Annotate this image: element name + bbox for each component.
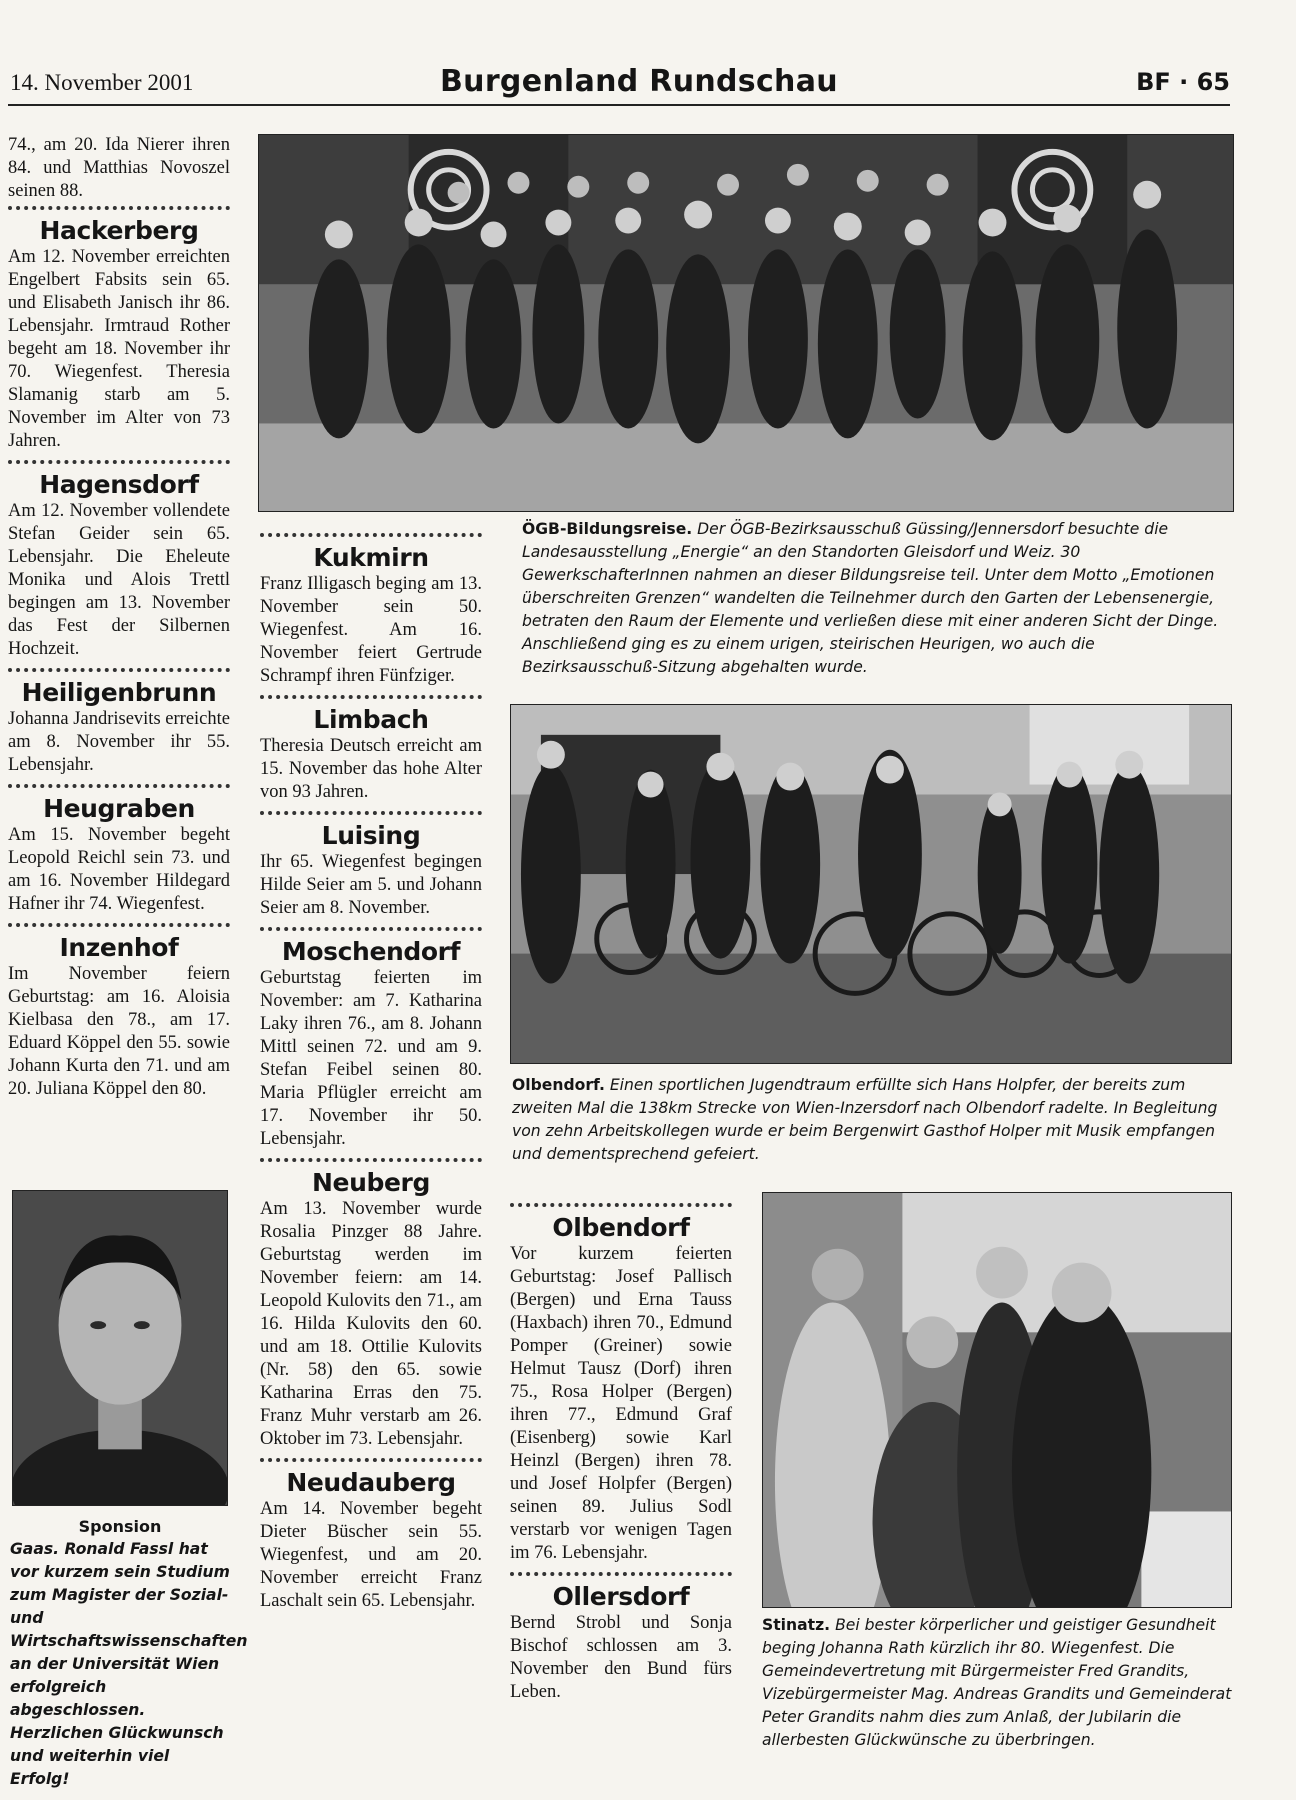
- group-photo-caption: [522, 518, 1234, 679]
- section-text: Im November feiern Geburtstag: am 16. Aloisia Kielbasa den 78., am 17. Eduard Köppel den 55. sowie Johann Kurta den 71. und am 20. Juliana Köppel den 80.: [8, 964, 230, 1099]
- sponsion-box: [10, 1516, 248, 1791]
- dotted-divider: [8, 923, 230, 927]
- left-column: [8, 134, 230, 1105]
- dotted-divider: [8, 668, 230, 672]
- dotted-divider: [260, 1158, 482, 1162]
- section-olbendorf: [510, 1203, 732, 1569]
- section-neuberg: [260, 1158, 482, 1455]
- section-moschendorf: [260, 927, 482, 1155]
- dotted-divider: [260, 1458, 482, 1462]
- issue-date: 14. November 2001: [10, 70, 194, 95]
- section-text: Am 12. November erreichten Engelbert Fabsits sein 65. und Elisabeth Janisch ihr 86. Lebensjahr. Irmtraud Rother begeht am 18. November ihr 70. Wiegenfest. Theresia Slamanig starb am 5. November im Alter von 73 Jahren.: [8, 247, 230, 451]
- section-inzenhof: [8, 923, 230, 1105]
- section-text: Johanna Jandrisevits erreichte am 8. November ihr 55. Lebensjahr.: [8, 709, 230, 775]
- town-heading: Limbach: [313, 705, 429, 734]
- stinatz-photo-caption: [762, 1614, 1234, 1752]
- town-heading: Hagensdorf: [39, 470, 199, 499]
- section-text: Theresia Deutsch erreicht am 15. November das hohe Alter von 93 Jahren.: [260, 736, 482, 802]
- section-text: Am 12. November vollendete Stefan Geider sein 65. Lebensjahr. Die Eheleute Monika und Alois Trettl begingen am 13. November das Fest der Silbernen Hochzeit.: [8, 501, 230, 659]
- newspaper-title: Burgenland Rundschau: [440, 64, 838, 99]
- dotted-divider: [8, 784, 230, 788]
- dotted-divider: [8, 460, 230, 464]
- page-number: BF · 65: [1136, 68, 1230, 96]
- section-text: Vor kurzem feierten Geburtstag: Josef Pallisch (Bergen) und Erna Tauss (Haxbach) ihren 70., Edmund Pomper (Greiner) sowie Helmut Tausz (Dorf) ihren 75., Rosa Holper (Bergen) ihren 77., Edmund Graf (Eisenberg) sowie Karl Heinzl (Bergen) ihren 78. und Josef Holpfer (Bergen) seinen 89. Julius Sodl verstarb vor wenigen Tagen im 76. Lebensjahr.: [510, 1244, 732, 1563]
- dotted-divider: [260, 695, 482, 699]
- section-hagensdorf: [8, 460, 230, 665]
- town-heading: Moschendorf: [281, 937, 461, 966]
- section-neudauberg: [260, 1458, 482, 1617]
- caption-text: Der ÖGB-Bezirksausschuß Güssing/Jennersdorf besuchte die Landesausstellung „Energie“ an den Standorten Gleisdorf und Weiz. 30 GewerkschafterInnen nahmen an dieser Bildungsreise teil. Unter dem Motto „Emotionen überschreiten Grenzen“ wandelten die Teilnehmer durch den Garten der Lebensenergie, betraten den Raum der Elemente und verließen diese mit einer anderen Sicht der Dinge. Anschließend ging es zu einem urigen, steirischen Heurigen, wo auch die Bezirksausschuß-Sitzung abgehalten wurde.: [522, 520, 1219, 676]
- town-heading: Hackerberg: [39, 216, 199, 245]
- section-hackerberg: [8, 206, 230, 457]
- caption-lead: Stinatz.: [762, 1616, 831, 1634]
- portrait-photo: [12, 1190, 228, 1506]
- dotted-divider: [510, 1203, 732, 1207]
- dotted-divider: [260, 811, 482, 815]
- town-heading: Ollersdorf: [552, 1582, 690, 1611]
- section-text: Franz Illigasch beging am 13. November sein 50. Wiegenfest. Am 16. November feiert Gertrude Schrampf ihren Fünfziger.: [260, 574, 482, 686]
- section-ollersdorf: [510, 1572, 732, 1708]
- caption-text: Einen sportlichen Jugendtraum erfüllte sich Hans Holpfer, der bereits zum zweiten Mal die 138km Strecke von Wien-Inzersdorf nach Olbendorf radelte. In Begleitung von zehn Arbeitskollegen wurde er beim Bergenwirt Gasthof Holper mit Musik empfangen und dementsprechend gefeiert.: [512, 1076, 1218, 1163]
- section-kukmirn: [260, 533, 482, 692]
- dotted-divider: [8, 206, 230, 210]
- cyclists-photo: [510, 704, 1232, 1064]
- caption-text: Bei bester körperlicher und geistiger Gesundheit beging Johanna Rath kürzlich ihr 80. Wiegenfest. Die Gemeindevertretung mit Bürgermeister Fred Grandits, Vizebürgermeister Mag. Andreas Grandits und Gemeinderat Peter Grandits nahm dies zum Anlaß, der Jubilarin die allerbesten Glückwünsche zu überbringen.: [762, 1616, 1232, 1749]
- group-photo: [258, 134, 1234, 512]
- section-limbach: [260, 695, 482, 808]
- section-heugraben: [8, 784, 230, 920]
- middle-column: [260, 530, 482, 1617]
- section-text: Am 15. November begeht Leopold Reichl sein 73. und am 16. November Hildegard Hafner ihr 74. Wiegenfest.: [8, 825, 230, 914]
- town-heading: Heugraben: [43, 794, 195, 823]
- section-text: Am 13. November wurde Rosalia Pinzger 88 Jahre. Geburtstag werden im November feiern: am 14. Leopold Kulovits den 71., am 16. Hilda Kulovits den 60. und am 18. Ottilie Kulovits (Nr. 58) den 65. sowie Katharina Erras den 75. Franz Muhr verstarb am 26. Oktober im 73. Lebensjahr.: [260, 1199, 482, 1449]
- sponsion-title: Sponsion: [78, 1517, 162, 1536]
- dotted-divider: [260, 533, 482, 537]
- dotted-divider: [510, 1572, 732, 1576]
- cyclists-photo-caption: [512, 1074, 1234, 1166]
- section-luising: [260, 811, 482, 924]
- dotted-divider: [260, 927, 482, 931]
- section-text: Bernd Strobl und Sonja Bischof schlossen am 3. November den Bund fürs Leben.: [510, 1613, 732, 1702]
- town-heading: Heiligenbrunn: [21, 678, 217, 707]
- town-heading: Neudauberg: [286, 1468, 456, 1497]
- section-text: Am 14. November begeht Dieter Büscher sein 55. Wiegenfest, und am 20. November erreicht Franz Laschalt sein 65. Lebensjahr.: [260, 1499, 482, 1611]
- header-rule: [8, 104, 1230, 106]
- town-heading: Inzenhof: [59, 933, 179, 962]
- section-text: Geburtstag feierten im November: am 7. Katharina Laky ihren 76., am 8. Johann Mittl seinen 72. und am 9. Stefan Feibel seinen 80. Maria Pflügler erreicht am 17. November ihr 50. Lebensjahr.: [260, 968, 482, 1149]
- continued-text: 74., am 20. Ida Nierer ihren 84. und Matthias Novoszel seinen 88.: [8, 135, 230, 201]
- section-text: Ihr 65. Wiegenfest begingen Hilde Seier am 5. und Johann Seier am 8. November.: [260, 852, 482, 918]
- sponsion-text: Gaas. Ronald Fassl hat vor kurzem sein Studium zum Magister der Sozial- und Wirtschaftswissenschaften an der Universität Wien erfolgreich abgeschlossen. Herzlichen Glückwunsch und weiterhin viel Erfolg!: [10, 1540, 248, 1788]
- section-heiligenbrunn: [8, 668, 230, 781]
- town-heading: Kukmirn: [313, 543, 429, 572]
- town-heading: Olbendorf: [552, 1213, 690, 1242]
- caption-lead: Olbendorf.: [512, 1076, 605, 1094]
- caption-lead: ÖGB-Bildungsreise.: [522, 520, 693, 538]
- right-column: [510, 1200, 732, 1708]
- town-heading: Luising: [321, 821, 421, 850]
- stinatz-photo: [762, 1192, 1232, 1608]
- town-heading: Neuberg: [312, 1168, 430, 1197]
